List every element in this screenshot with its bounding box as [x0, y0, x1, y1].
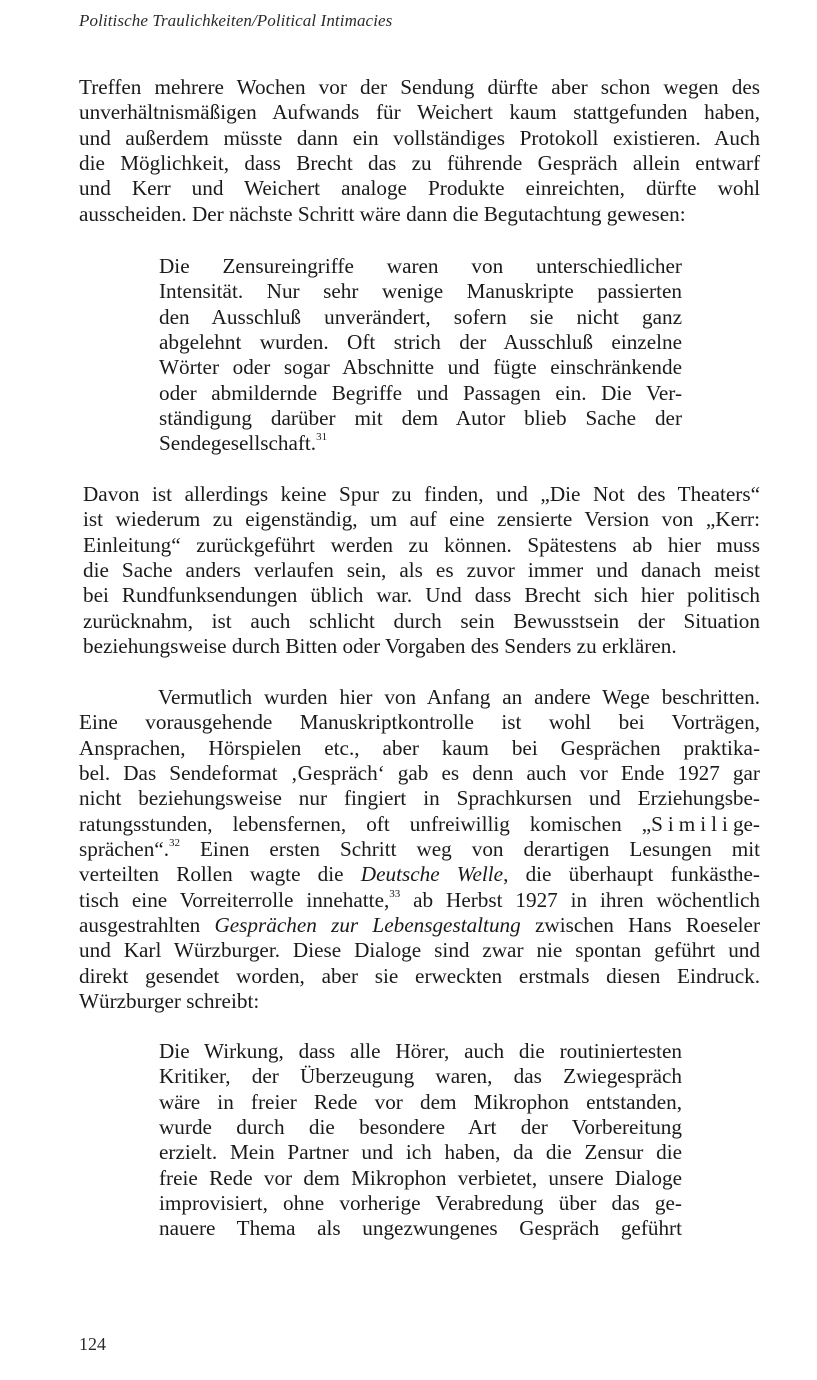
running-head: Politische Traulichkeiten/Political Intimacies [79, 11, 393, 30]
quote-line: Die Wirkung, dass alle Hörer, auch die routiniertesten [159, 1039, 682, 1063]
quote-line [159, 431, 682, 456]
text-span: ausgestrahlten [79, 913, 215, 938]
text-line [79, 888, 760, 913]
text-line: die Sache anders verlaufen sein, als es zuvor immer und danach meist [83, 558, 760, 583]
text-line: ausscheiden. Der nächste Schritt wäre dann die Begutachtung gewesen: [79, 201, 686, 226]
block-quote [159, 254, 682, 457]
footnote-marker[interactable]: 33 [389, 887, 401, 900]
text-line: ist wiederum zu eigenständig, um auf eine zensierte Version von „Kerr: [83, 507, 760, 532]
quote-line: Wörter oder sogar Abschnitte und fügte einschränkende [159, 355, 682, 380]
italic-title: Deutsche Welle [360, 862, 504, 887]
text-line [79, 913, 760, 938]
quote-line: oder abmildernde Begriffe und Passagen ein. Die Ver- [159, 380, 682, 405]
text-line: Vermutlich wurden hier von Anfang an andere Wege beschritten. [158, 685, 760, 709]
text-line [79, 837, 760, 862]
quote-line: nauere Thema als ungezwungenes Gespräch geführt [159, 1216, 682, 1241]
text-line: unverhältnismäßigen Aufwands für Weichert kaum stattgefunden haben, [79, 100, 760, 125]
quote-line: wurde durch die besondere Art der Vorbereitung [159, 1115, 682, 1140]
quote-line: ständigung darüber mit dem Autor blieb Sache der [159, 406, 682, 431]
italic-title: Gesprächen zur Lebensgestaltung [214, 913, 521, 938]
text-line: und Karl Würzburger. Diese Dialoge sind zwar nie spontan geführt und [79, 938, 760, 963]
body-paragraph [79, 75, 760, 227]
text-line: und Kerr und Weichert analoge Produkte einreichten, dürfte wohl [79, 176, 760, 201]
block-quote [159, 1039, 682, 1242]
text-span: ge- [732, 811, 760, 836]
quote-line: erzielt. Mein Partner und ich haben, da die Zensur die [159, 1140, 682, 1165]
text-line [79, 862, 760, 887]
quote-line-text: Sendegesellschaft. [159, 431, 317, 456]
footnote-marker[interactable]: 31 [316, 431, 328, 444]
spaced-emphasis: Simili [651, 811, 733, 836]
quote-line: den Ausschluß unverändert, sofern sie nicht ganz [159, 304, 682, 329]
text-line: Einleitung“ zurückgeführt werden zu können. Spätestens ab hier muss [83, 532, 760, 557]
footnote-marker[interactable]: 32 [169, 837, 180, 849]
text-line: direkt gesendet worden, aber sie erweckten erstmals diesen Eindruck. [79, 963, 760, 988]
text-line: bel. Das Sendeformat ‚Gespräch‘ gab es denn auch vor Ende 1927 gar [79, 761, 760, 786]
text-line: Ansprachen, Hörspielen etc., aber kaum bei Gesprächen praktika- [79, 735, 760, 760]
text-line [79, 812, 760, 837]
quote-line: improvisiert, ohne vorherige Verabredung über das ge- [159, 1191, 682, 1216]
text-line: nicht beziehungsweise nur fingiert in Sprachkursen und Erziehungsbe- [79, 786, 760, 811]
text-span: ab Herbst 1927 in ihren wöchentlich [400, 887, 760, 912]
text-line: Würzburger schreibt: [79, 989, 260, 1014]
quote-line: wäre in freier Rede vor dem Mikrophon entstanden, [159, 1089, 682, 1114]
body-paragraph [79, 685, 760, 1014]
text-line: bei Rundfunksendungen üblich war. Und dass Brecht sich hier politisch [83, 583, 760, 608]
text-span: , die überhaupt funkästhe- [503, 862, 760, 887]
text-span: zwischen Hans Roeseler [520, 913, 760, 938]
text-span: tisch eine Vorreiterrolle innehatte, [79, 887, 390, 912]
text-span: ratungsstunden, lebensfernen, oft unfreiwillig komischen „ [79, 811, 652, 836]
quote-line: Kritiker, der Überzeugung waren, das Zwiegespräch [159, 1064, 682, 1089]
quote-line: abgelehnt wurden. Oft strich der Ausschluß einzelne [159, 330, 682, 355]
text-line: die Möglichkeit, dass Brecht das zu führende Gespräch allein entwarf [79, 151, 760, 176]
text-span: sprächen“. [79, 837, 169, 862]
text-line: Davon ist allerdings keine Spur zu finden, und „Die Not des Theaters“ [83, 482, 760, 506]
page-number: 124 [79, 1334, 106, 1354]
text-line: und außerdem müsste dann ein vollständiges Protokoll existieren. Auch [79, 125, 760, 150]
quote-line: Die Zensureingriffe waren von unterschiedlicher [159, 254, 682, 278]
text-span: Einen ersten Schritt weg von derartigen Lesungen mit [180, 837, 760, 862]
body-paragraph [83, 482, 760, 659]
text-span: verteilten Rollen wagte die [79, 862, 361, 887]
text-line: zurücknahm, ist auch schlicht durch sein Bewusstsein der Situation [83, 608, 760, 633]
text-line: beziehungsweise durch Bitten oder Vorgaben des Senders zu erklären. [83, 634, 677, 659]
text-line: Eine vorausgehende Manuskriptkontrolle ist wohl bei Vorträgen, [79, 710, 760, 735]
text-line: Treffen mehrere Wochen vor der Sendung dürfte aber schon wegen des [79, 75, 760, 99]
quote-line: freie Rede vor dem Mikrophon verbietet, unsere Dialoge [159, 1165, 682, 1190]
quote-line: Intensität. Nur sehr wenige Manuskripte passierten [159, 279, 682, 304]
